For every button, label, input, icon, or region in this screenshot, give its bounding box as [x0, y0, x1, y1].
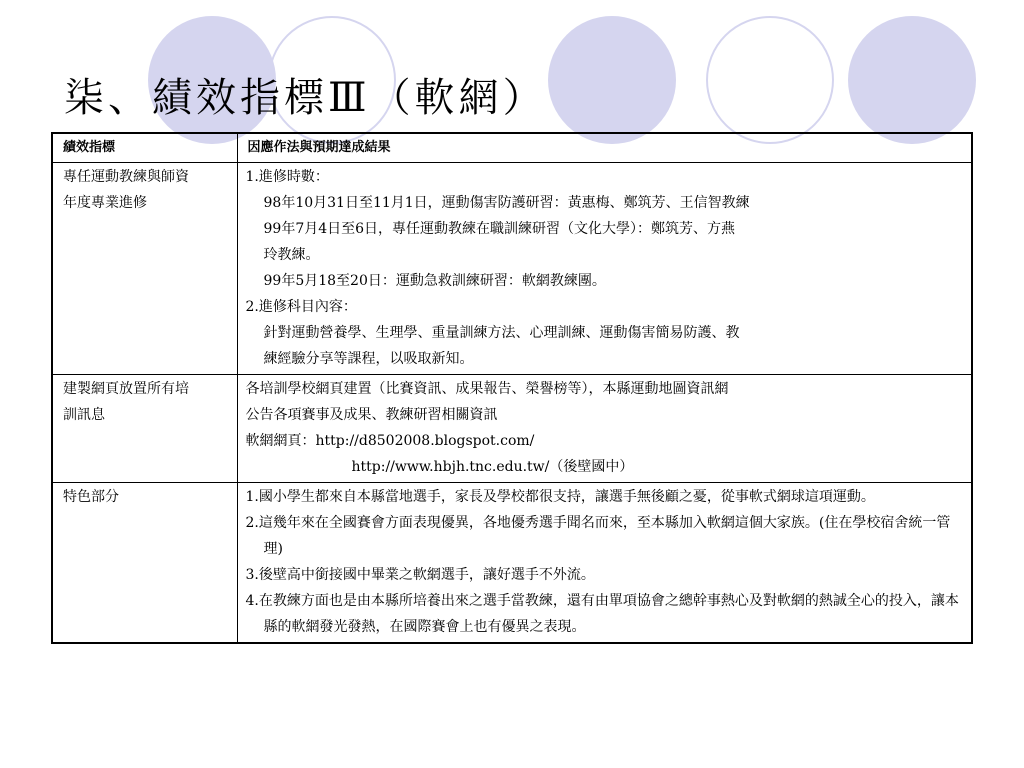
indicator-text: 專任運動教練與師資 — [63, 169, 189, 185]
header-actions: 因應作法與預期達成結果 — [237, 133, 972, 163]
content-line: 公告各項賽事及成果、教練研習相關資訊 — [245, 407, 498, 423]
table-header-row — [52, 133, 972, 163]
indicator-text: 訓訊息 — [63, 407, 105, 423]
indicator-text: 特色部分 — [63, 489, 119, 505]
list-item: 2.這幾年來在全國賽會方面表現優異，各地優秀選手聞名而來，至本縣加入軟網這個大家族。(住在學校宿舍統一管理) — [245, 515, 951, 557]
detail-line: 99年5月18至20日：運動急救訓練研習：軟網教練團。 — [263, 273, 606, 289]
list-item: 4.在教練方面也是由本縣所培養出來之選手當教練，還有由單項協會之總幹事熱心及對軟網的熱誠全心的投入，讓本縣的軟網發光發熱，在國際賽會上也有優異之表現。 — [245, 593, 959, 635]
indicator-text: 年度專業進修 — [63, 195, 147, 211]
detail-line: 玲教練。 — [263, 247, 320, 263]
table-row — [52, 163, 972, 375]
indicator-text: 建製網頁放置所有培 — [63, 381, 189, 397]
website-link-2[interactable]: http://www.hbjh.tnc.edu.tw/（後壁國中） — [351, 459, 634, 475]
decor-circle-filled — [548, 16, 676, 144]
performance-table — [51, 132, 973, 644]
list-item: 1.進修時數： — [245, 169, 329, 185]
detail-line: 99年7月4日至6日，專任運動教練在職訓練研習（文化大學）：鄭筑芳、方燕 — [263, 221, 736, 237]
content-cell — [237, 375, 972, 483]
indicator-cell — [52, 483, 237, 644]
decor-circle-filled — [848, 16, 976, 144]
slide-title: 柒、績效指標Ⅲ（軟網） — [64, 75, 547, 121]
list-item: 2.進修科目內容： — [245, 299, 357, 315]
table-row — [52, 375, 972, 483]
detail-line: 練經驗分享等課程，以吸取新知。 — [263, 351, 474, 367]
table-row — [52, 483, 972, 644]
content-line: 各培訓學校網頁建置（比賽資訊、成果報告、榮譽榜等），本縣運動地圖資訊網 — [245, 381, 729, 397]
content-cell — [237, 483, 972, 644]
list-item: 1.國小學生都來自本縣當地選手，家長及學校都很支持，讓選手無後顧之憂，從事軟式網球這項運動。 — [245, 489, 875, 505]
website-link-1[interactable]: 軟網網頁：http://d8502008.blogspot.com/ — [245, 433, 535, 449]
decor-circle-ring — [706, 16, 834, 144]
content-cell — [237, 163, 972, 375]
indicator-cell — [52, 375, 237, 483]
indicator-cell — [52, 163, 237, 375]
header-indicator: 績效指標 — [52, 133, 237, 163]
list-item: 3.後壁高中銜接國中畢業之軟網選手，讓好選手不外流。 — [245, 567, 595, 583]
detail-line: 針對運動營養學、生理學、重量訓練方法、心理訓練、運動傷害簡易防護、教 — [263, 325, 740, 341]
detail-line: 98年10月31日至11月1日，運動傷害防護研習：黃惠梅、鄭筑芳、王信智教練 — [263, 195, 750, 211]
